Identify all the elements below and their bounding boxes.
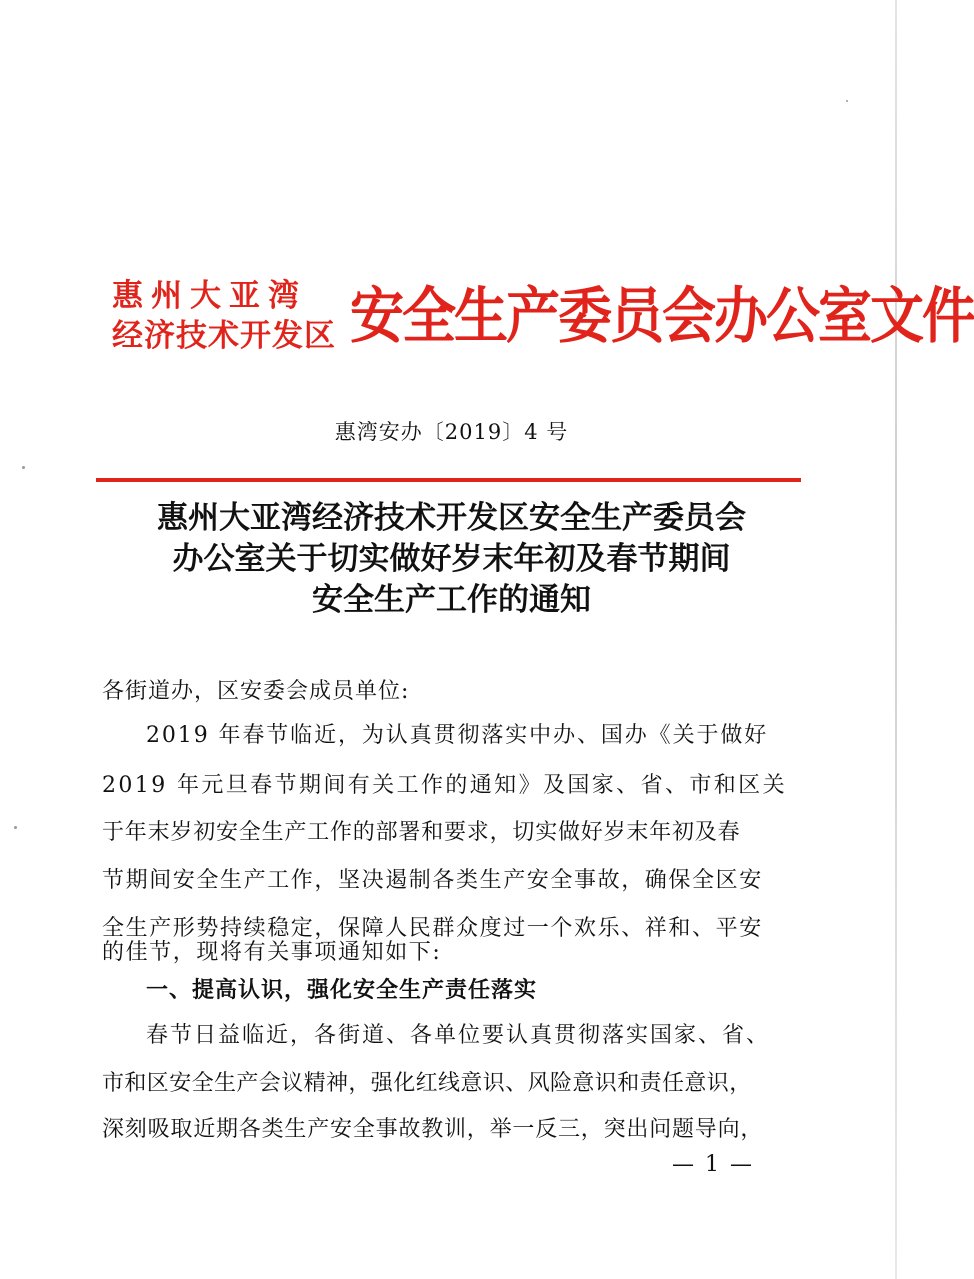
paragraph-2-line: 深刻吸取近期各类生产安全事故教训，举一反三，突出问题导向， [102,1117,764,1142]
notice-title [60,498,843,621]
scan-speck [846,100,848,102]
organization-line-1: 惠州大亚湾 [112,278,307,314]
paragraph-1-line: 的佳节，现将有关事项通知如下: [102,940,442,965]
paragraph-1-line: 于年末岁初安全生产工作的部署和要求，切实做好岁末年初及春 [102,820,741,845]
section-heading-1: 一、提高认识，强化安全生产责任落实 [146,978,538,1003]
paragraph-2-line: 春节日益临近，各街道、各单位要认真贯彻落实国家、省、 [146,1023,771,1048]
document-number: 惠湾安办〔2019〕4 号 [334,420,569,444]
issuing-organization [112,276,344,356]
paragraph-1-line: 2019 年元旦春节期间有关工作的通知》及国家、省、市和区关 [102,773,787,798]
paragraph-1-line: 全生产形势持续稳定，保障人民群众度过一个欢乐、祥和、平安 [102,916,763,941]
title-line-3: 安全生产工作的通知 [312,582,591,618]
scan-speck [22,466,25,469]
organization-line-2: 经济技术开发区 [112,318,336,354]
paragraph-2-line: 市和区安全生产会议精神，强化红线意识、风险意识和责任意识， [102,1071,752,1096]
document-type-title: 安全生产委员会办公室文件 [350,279,974,351]
scan-speck [14,826,17,829]
red-letterhead [112,268,974,358]
red-separator-line [96,478,801,482]
page-edge-shadow [895,0,897,1279]
page-number: — 1 — [672,1152,754,1177]
title-line-2: 办公室关于切实做好岁末年初及春节期间 [172,541,731,577]
addressee: 各街道办，区安委会成员单位: [102,679,410,704]
paragraph-1-line: 2019 年春节临近，为认真贯彻落实中办、国办《关于做好 [146,723,769,748]
paragraph-1-line: 节期间安全生产工作，坚决遏制各类生产安全事故，确保全区安 [102,868,763,893]
title-line-1: 惠州大亚湾经济技术开发区安全生产委员会 [157,500,746,536]
